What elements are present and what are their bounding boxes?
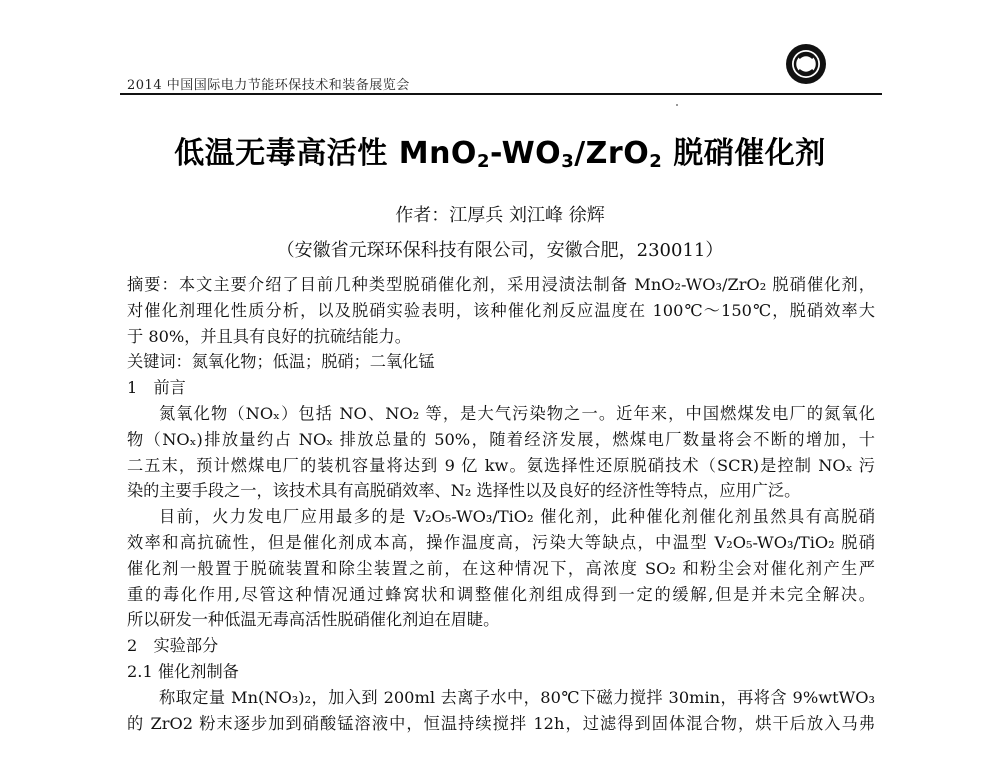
body-line: 染的主要手段之一，该技术具有高脱硝效率、N₂ 选择性以及良好的经济性等特点，应用广泛。 bbox=[127, 481, 801, 501]
paper-title: 低温无毒高活性 $MnO_2-WO_3/ZrO_2$ 脱硝催化剂 bbox=[174, 136, 826, 172]
cec-logo-icon bbox=[784, 42, 828, 86]
running-header: 2014 中国国际电力节能环保技术和装备展览会 bbox=[127, 78, 410, 93]
body-line: 目前，火力发电厂应用最多的是 V₂O₅-WO₃/TiO₂ 催化剂，此种催化剂催化剂虽然具有高脱硝 bbox=[159, 507, 875, 527]
body-line: 重的毒化作用,尽管这种情况通过蜂窝状和调整催化剂组成得到一定的缓解,但是并未完全解决。 bbox=[127, 584, 875, 604]
abstract-line: 对催化剂理化性质分析，以及脱硝实验表明，该种催化剂反应温度在 100℃～150℃，脱硝效率大 bbox=[127, 300, 875, 320]
body-line: 二五末，预计燃煤电厂的装机容量将达到 9 亿 kw。氨选择性还原脱硝技术（SCR)是控制 NOₓ 污 bbox=[127, 455, 875, 475]
header-rule bbox=[120, 93, 882, 95]
abstract-line: 摘要：本文主要介绍了目前几种类型脱硝催化剂，采用浸渍法制备 MnO₂-WO₃/ZrO₂ 脱硝催化剂， bbox=[127, 275, 875, 294]
body-line: 氮氧化物（NOₓ）包括 NO、NO₂ 等，是大气污染物之一。近年来，中国燃煤发电厂的氮氧化 bbox=[159, 403, 875, 423]
body-line: 催化剂一般置于脱硫装置和除尘装置之前，在这种情况下，高浓度 SO₂ 和粉尘会对催化剂产生严 bbox=[127, 558, 875, 578]
section-heading: 1 前言 bbox=[127, 378, 186, 398]
paper-body bbox=[127, 272, 875, 736]
scan-dot bbox=[676, 104, 678, 106]
body-line: 所以研发一种低温无毒高活性脱硝催化剂迫在眉睫。 bbox=[127, 610, 500, 630]
affiliation: （安徽省元琛环保科技有限公司，安徽合肥，230011） bbox=[276, 240, 724, 261]
authors: 作者：江厚兵 刘江峰 徐辉 bbox=[395, 205, 605, 226]
keywords-line: 关键词：氮氧化物；低温；脱硝；二氧化锰 bbox=[127, 352, 435, 372]
abstract-line: 于 80%，并且具有良好的抗硫结能力。 bbox=[127, 326, 411, 346]
body-line: 效率和高抗硫性，但是催化剂成本高，操作温度高，污染大等缺点，中温型 V₂O₅-WO₃/TiO₂ 脱硝 bbox=[127, 532, 875, 552]
body-line: 物（NOₓ)排放量约占 NOₓ 排放总量的 50%，随着经济发展，燃煤电厂数量将会不断的增加，十 bbox=[127, 429, 875, 449]
body-line: 称取定量 Mn(NO₃)₂，加入到 200ml 去离子水中，80℃下磁力搅拌 30min，再将含 9%wtWO₃ bbox=[159, 687, 875, 707]
section-heading: 2 实验部分 bbox=[127, 636, 219, 656]
body-line: 的 ZrO2 粉末逐步加到硝酸锰溶液中，恒温持续搅拌 12h，过滤得到固体混合物，烘干后放入马弗 bbox=[127, 713, 875, 733]
subsection-heading: 2.1 催化剂制备 bbox=[127, 661, 239, 681]
